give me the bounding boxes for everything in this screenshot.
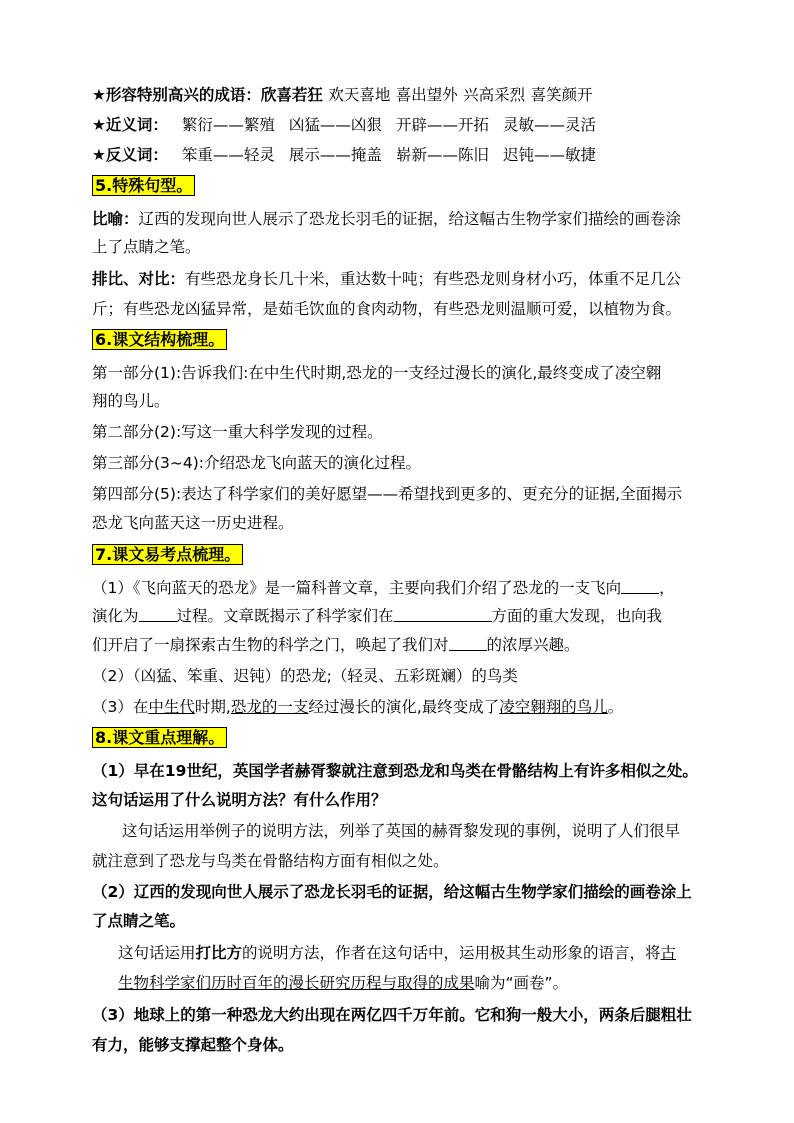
exam-point-1-line-2 bbox=[92, 605, 662, 627]
antonym-pair: 迟钝——敏捷 bbox=[502, 146, 596, 164]
synonyms-label: ★近义词： bbox=[92, 116, 168, 134]
structure-part-1-line-1: 第一部分(1):告诉我们:在中生代时期,恐龙的一支经过漫长的演化,最终变成了凌空翱 bbox=[92, 364, 662, 382]
exam-point-3-text: 经过漫长的演化,最终变成了 bbox=[308, 698, 500, 716]
fill-blank[interactable] bbox=[394, 607, 492, 622]
antonym-pair: 崭新——陈旧 bbox=[395, 146, 489, 164]
exam-point-1-text: 们开启了一扇探索古生物的科学之门，唤起了我们对 bbox=[92, 636, 449, 654]
section-8-heading-row bbox=[92, 727, 227, 749]
exam-point-3-text: 。 bbox=[607, 698, 624, 716]
exam-point-3-underlined: 恐龙的一支 bbox=[230, 698, 309, 716]
idioms-line bbox=[92, 84, 593, 106]
key-a2-underlined: 生物科学家们历时百年的漫长研究历程与取得的成果 bbox=[118, 974, 475, 992]
structure-part-3: 第三部分(3~4):介绍恐龙飞向蓝天的演化过程。 bbox=[92, 454, 422, 472]
section-8-heading: 8.课文重点理解。 bbox=[92, 727, 227, 748]
metaphor-text: 辽西的发现向世人展示了恐龙长羽毛的证据，给这幅古生物学家们描绘的画卷涂 bbox=[138, 210, 682, 228]
synonym-pair: 凶猛——凶狠 bbox=[288, 116, 382, 134]
key-a2-line-1 bbox=[118, 942, 676, 964]
structure-part-4-line-1: 第四部分(5):表达了科学家们的美好愿望——希望找到更多的、更充分的证据,全面揭示 bbox=[92, 485, 683, 503]
parallel-line-1 bbox=[92, 268, 681, 290]
metaphor-line-2: 上了点睛之笔。 bbox=[92, 238, 201, 256]
exam-point-1-text: （1）《飞向蓝天的恐龙》是一篇科普文章，主要向我们介绍了恐龙的一支飞向 bbox=[92, 579, 622, 597]
key-q2-line-1: （2）辽西的发现向世人展示了恐龙长羽毛的证据，给这幅古生物学家们描绘的画卷涂上 bbox=[92, 883, 692, 901]
exam-point-1-text: 演化为 bbox=[92, 607, 139, 625]
structure-part-1-line-2: 翔的鸟儿。 bbox=[92, 392, 170, 410]
parallel-line-2: 斤；有些恐龙凶猛异常，是茹毛饮血的食肉动物，有些恐龙则温顺可爱，以植物为食。 bbox=[92, 300, 682, 318]
exam-point-1-text: 过程。文章既揭示了科学家们在 bbox=[176, 607, 394, 625]
synonym-pair: 灵敏——灵活 bbox=[502, 116, 596, 134]
section-5-heading: 5.特殊句型。 bbox=[92, 175, 195, 196]
antonym-pair: 展示——掩盖 bbox=[288, 146, 382, 164]
exam-point-3-text: 时期, bbox=[194, 698, 231, 716]
synonyms-line bbox=[92, 114, 596, 136]
exam-point-3 bbox=[92, 696, 623, 718]
exam-point-2: （2）（凶猛、笨重、迟钝）的恐龙;（轻灵、五彩斑斓）的鸟类 bbox=[92, 667, 518, 685]
section-7-heading: 7.课文易考点梳理。 bbox=[92, 544, 243, 565]
idiom-item: 欣喜若狂 bbox=[260, 86, 323, 104]
parallel-text: 有些恐龙身长几十米，重达数十吨；有些恐龙则身材小巧，体重不足几公 bbox=[185, 270, 682, 288]
idiom-item: 喜出望外 bbox=[395, 86, 458, 104]
section-5-heading-row bbox=[92, 175, 195, 197]
structure-part-4-line-2: 恐龙飞向蓝天这一历史进程。 bbox=[92, 514, 294, 532]
idiom-item: 兴高采烈 bbox=[463, 86, 526, 104]
key-a2-bold: 打比方 bbox=[195, 944, 243, 962]
synonym-pair: 繁衍——繁殖 bbox=[181, 116, 275, 134]
key-q1-line-1: （1）早在19世纪，英国学者赫胥黎就注意到恐龙和鸟类在骨骼结构上有许多相似之处。 bbox=[92, 762, 698, 780]
key-q1-line-2: 这句话运用了什么说明方法？有什么作用？ bbox=[92, 791, 387, 809]
parallel-label: 排比、对比： bbox=[92, 270, 186, 288]
metaphor-line-1 bbox=[92, 208, 681, 230]
key-a2-line-2 bbox=[118, 972, 568, 994]
exam-point-3-underlined: 凌空翱翔的鸟儿 bbox=[499, 698, 608, 716]
key-a2-text: 的说明方法，作者在这句话中，运用极其生动形象的语言，将 bbox=[242, 944, 661, 962]
fill-blank[interactable] bbox=[449, 636, 487, 651]
idiom-item: 欢天喜地 bbox=[328, 86, 391, 104]
structure-part-2: 第二部分(2):写这一重大科学发现的过程。 bbox=[92, 423, 383, 441]
fill-blank[interactable] bbox=[139, 607, 177, 622]
idiom-item: 喜笑颜开 bbox=[530, 86, 593, 104]
exam-point-1-line-3 bbox=[92, 634, 580, 656]
exam-point-1-text: 方面的重大发现，也向我 bbox=[491, 607, 663, 625]
key-q3-line-2: 有力，能够支撑起整个身体。 bbox=[92, 1036, 294, 1054]
antonym-pair: 笨重——轻灵 bbox=[181, 146, 275, 164]
section-6-heading: 6.课文结构梳理。 bbox=[92, 329, 227, 350]
exam-point-1-text: 的浓厚兴趣。 bbox=[486, 636, 580, 654]
exam-point-3-text: （3）在 bbox=[92, 698, 149, 716]
key-a2-text: 这句话运用 bbox=[118, 944, 196, 962]
key-a2-underlined: 古 bbox=[660, 944, 677, 962]
exam-point-1-line-1 bbox=[92, 577, 675, 599]
key-a1-line-2: 就注意到了恐龙与鸟类在骨骼结构方面有相似之处。 bbox=[92, 852, 449, 870]
antonyms-line bbox=[92, 144, 596, 166]
antonyms-label: ★反义词： bbox=[92, 146, 168, 164]
synonym-pair: 开辟——开拓 bbox=[395, 116, 489, 134]
key-q3-line-1: （3）地球上的第一种恐龙大约出现在两亿四千万年前。它和狗一般大小，两条后腿粗壮 bbox=[92, 1006, 692, 1024]
fill-blank[interactable] bbox=[621, 579, 659, 594]
exam-point-1-comma: ， bbox=[659, 579, 675, 597]
section-6-heading-row bbox=[92, 329, 227, 351]
metaphor-label: 比喻： bbox=[92, 210, 139, 228]
section-7-heading-row bbox=[92, 544, 243, 566]
key-a2-text: 喻为“画卷”。 bbox=[474, 974, 569, 992]
idioms-label: ★形容特别高兴的成语： bbox=[92, 86, 261, 104]
key-a1-line-1: 这句话运用举例子的说明方法，列举了英国的赫胥黎发现的事例，说明了人们很早 bbox=[122, 822, 681, 840]
key-q2-line-2: 了点睛之笔。 bbox=[92, 912, 186, 930]
exam-point-3-underlined: 中生代 bbox=[148, 698, 195, 716]
